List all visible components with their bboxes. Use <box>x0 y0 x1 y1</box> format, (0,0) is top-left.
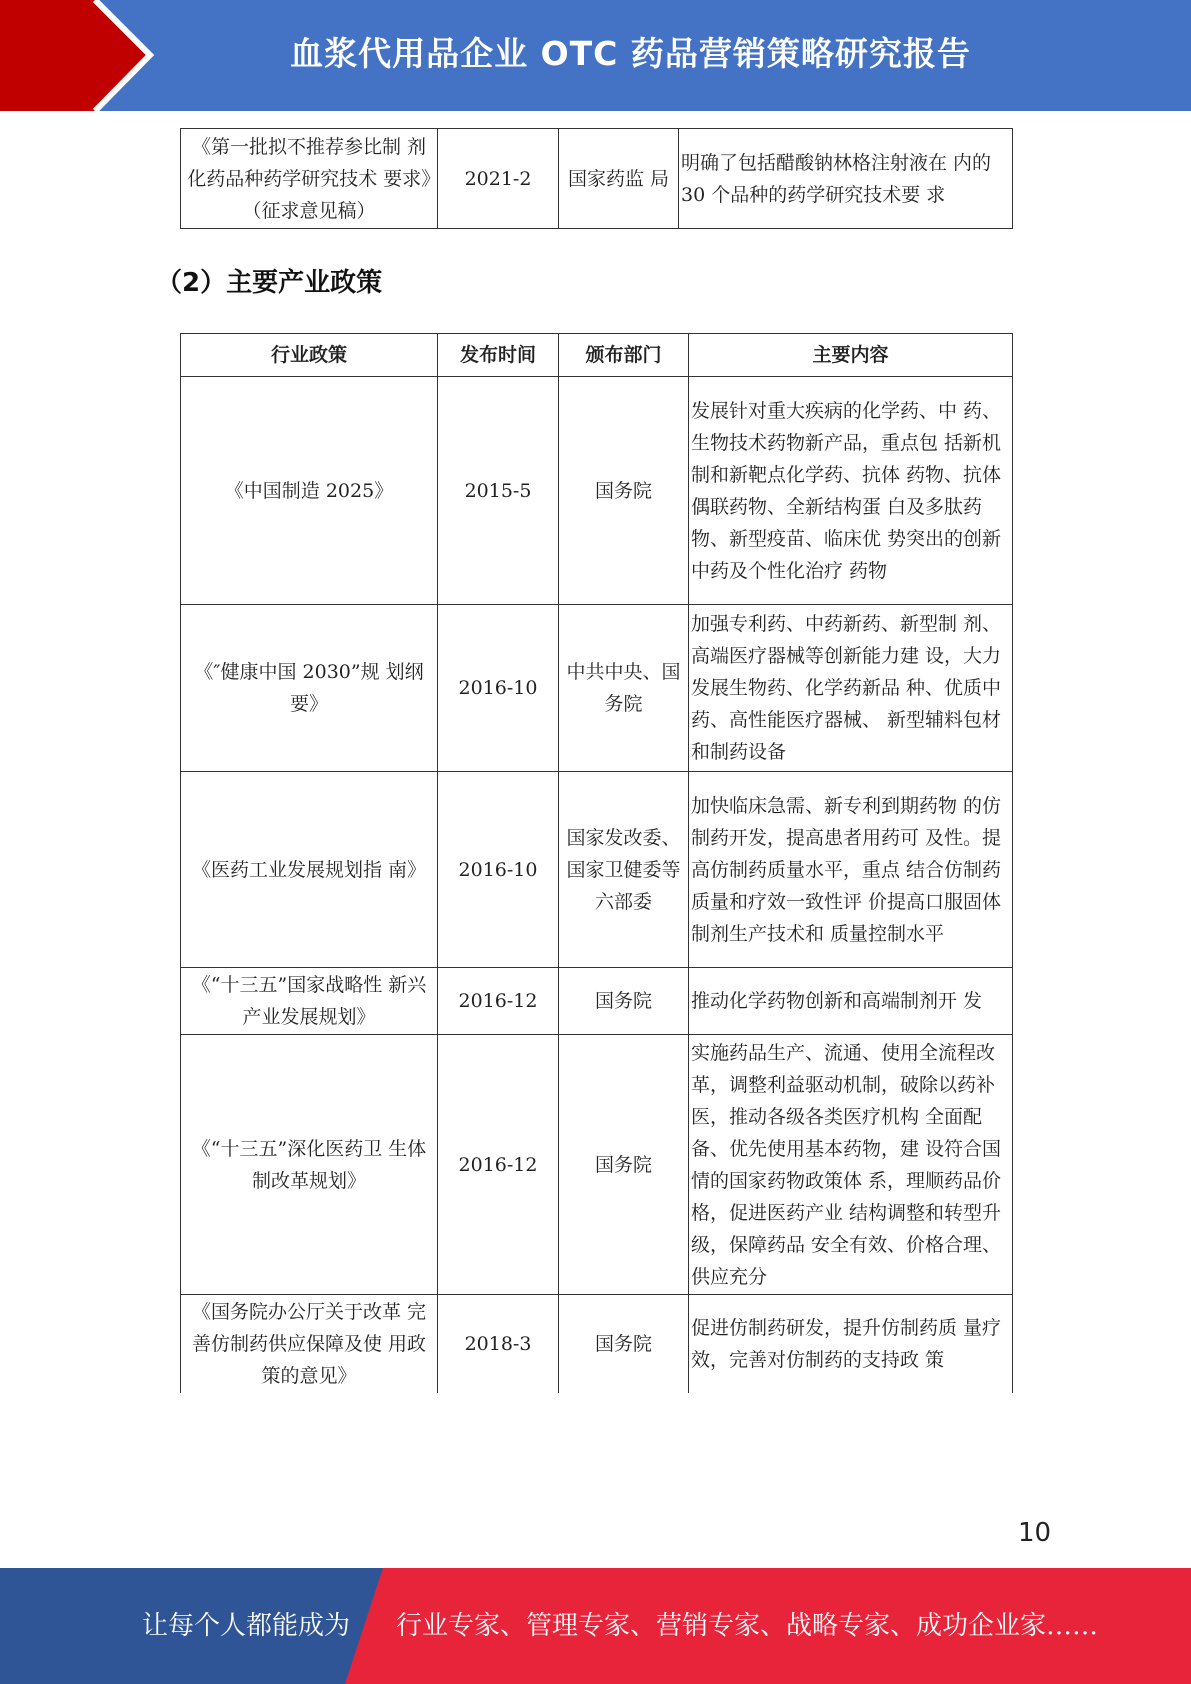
table-row <box>181 968 1013 1035</box>
table-row <box>181 605 1013 772</box>
content-cell: 加快临床急需、新专利到期药物 的仿制药开发，提高患者用药可 及性。提高仿制药质量水平，重点 结合仿制药质量和疗效一致性评 价提高口服固体制剂生产技术和 质量控制水平 <box>689 772 1013 968</box>
policy-name-cell: 《医药工业发展规划指 南》 <box>181 772 438 968</box>
policy-name-cell: 《第一批拟不推荐参比制 剂化药品种药学研究技术 要求》（征求意见稿） <box>181 129 438 229</box>
policy-name-cell: 《“十三五”深化医药卫 生体制改革规划》 <box>181 1035 438 1295</box>
footer-slogan-left: 让每个人都能成为 <box>142 1611 351 1641</box>
content-cell: 发展针对重大疾病的化学药、中 药、生物技术药物新产品，重点包 括新机制和新靶点化学药、抗体 药物、抗体偶联药物、全新结构蛋 白及多肽药物、新型疫苗、临床优 势突出的创新中药及个性化治疗 药物 <box>689 377 1013 605</box>
policy-name-cell: 《国务院办公厅关于改革 完善仿制药供应保障及使 用政策的意见》 <box>181 1295 438 1393</box>
table-row <box>181 1295 1013 1393</box>
content-cell: 明确了包括醋酸钠林格注射液在 内的30 个品种的药学研究技术要 求 <box>679 129 1013 229</box>
policy-name-cell: 《″健康中国 2030”规 划纲要》 <box>181 605 438 772</box>
section-heading: （2）主要产业政策 <box>156 268 383 298</box>
department-cell: 国务院 <box>559 1295 689 1393</box>
industry-policy-table <box>180 333 1013 1393</box>
table-row <box>181 377 1013 605</box>
content-cell: 推动化学药物创新和高端制剂开 发 <box>689 968 1013 1035</box>
release-date-cell: 2018-3 <box>438 1295 559 1393</box>
footer-slogan-right: 行业专家、管理专家、营销专家、战略专家、成功企业家…… <box>396 1611 1099 1641</box>
table-row <box>181 1035 1013 1295</box>
column-header-policy: 行业政策 <box>181 334 438 377</box>
table-row <box>181 129 1013 229</box>
policy-name-cell: 《“十三五”国家战略性 新兴产业发展规划》 <box>181 968 438 1035</box>
release-date-cell: 2021-2 <box>438 129 559 229</box>
page-number: 10 <box>1018 1518 1052 1548</box>
department-cell: 国家发改委、国家卫健委等六部委 <box>559 772 689 968</box>
policy-table-continued <box>180 128 1013 229</box>
release-date-cell: 2016-10 <box>438 605 559 772</box>
release-date-cell: 2016-12 <box>438 968 559 1035</box>
department-cell: 国务院 <box>559 377 689 605</box>
report-title: 血浆代用品企业 OTC 药品营销策略研究报告 <box>290 34 971 73</box>
column-header-department: 颁布部门 <box>559 334 689 377</box>
department-cell: 国家药监 局 <box>559 129 679 229</box>
table-header-row <box>181 334 1013 377</box>
release-date-cell: 2015-5 <box>438 377 559 605</box>
content-cell: 实施药品生产、流通、使用全流程改革，调整利益驱动机制，破除以药补医，推动各级各类医疗机构 全面配备、优先使用基本药物，建 设符合国情的国家药物政策体 系，理顺药品价格，促进医药产业 结构调整和转型升级，保障药品 安全有效、价格合理、供应充分 <box>689 1035 1013 1295</box>
table-row <box>181 772 1013 968</box>
page-footer <box>0 1568 1191 1684</box>
department-cell: 中共中央、国务院 <box>559 605 689 772</box>
column-header-content: 主要内容 <box>689 334 1013 377</box>
department-cell: 国务院 <box>559 1035 689 1295</box>
column-header-date: 发布时间 <box>438 334 559 377</box>
content-cell: 促进仿制药研发，提升仿制药质 量疗效，完善对仿制药的支持政 策 <box>689 1295 1013 1393</box>
header-red-block <box>0 0 150 111</box>
release-date-cell: 2016-12 <box>438 1035 559 1295</box>
content-cell: 加强专利药、中药新药、新型制 剂、高端医疗器械等创新能力建 设，大力发展生物药、化学药新品 种、优质中药、高性能医疗器械、 新型辅料包材和制药设备 <box>689 605 1013 772</box>
policy-name-cell: 《中国制造 2025》 <box>181 377 438 605</box>
release-date-cell: 2016-10 <box>438 772 559 968</box>
department-cell: 国务院 <box>559 968 689 1035</box>
page-header <box>0 0 1191 111</box>
